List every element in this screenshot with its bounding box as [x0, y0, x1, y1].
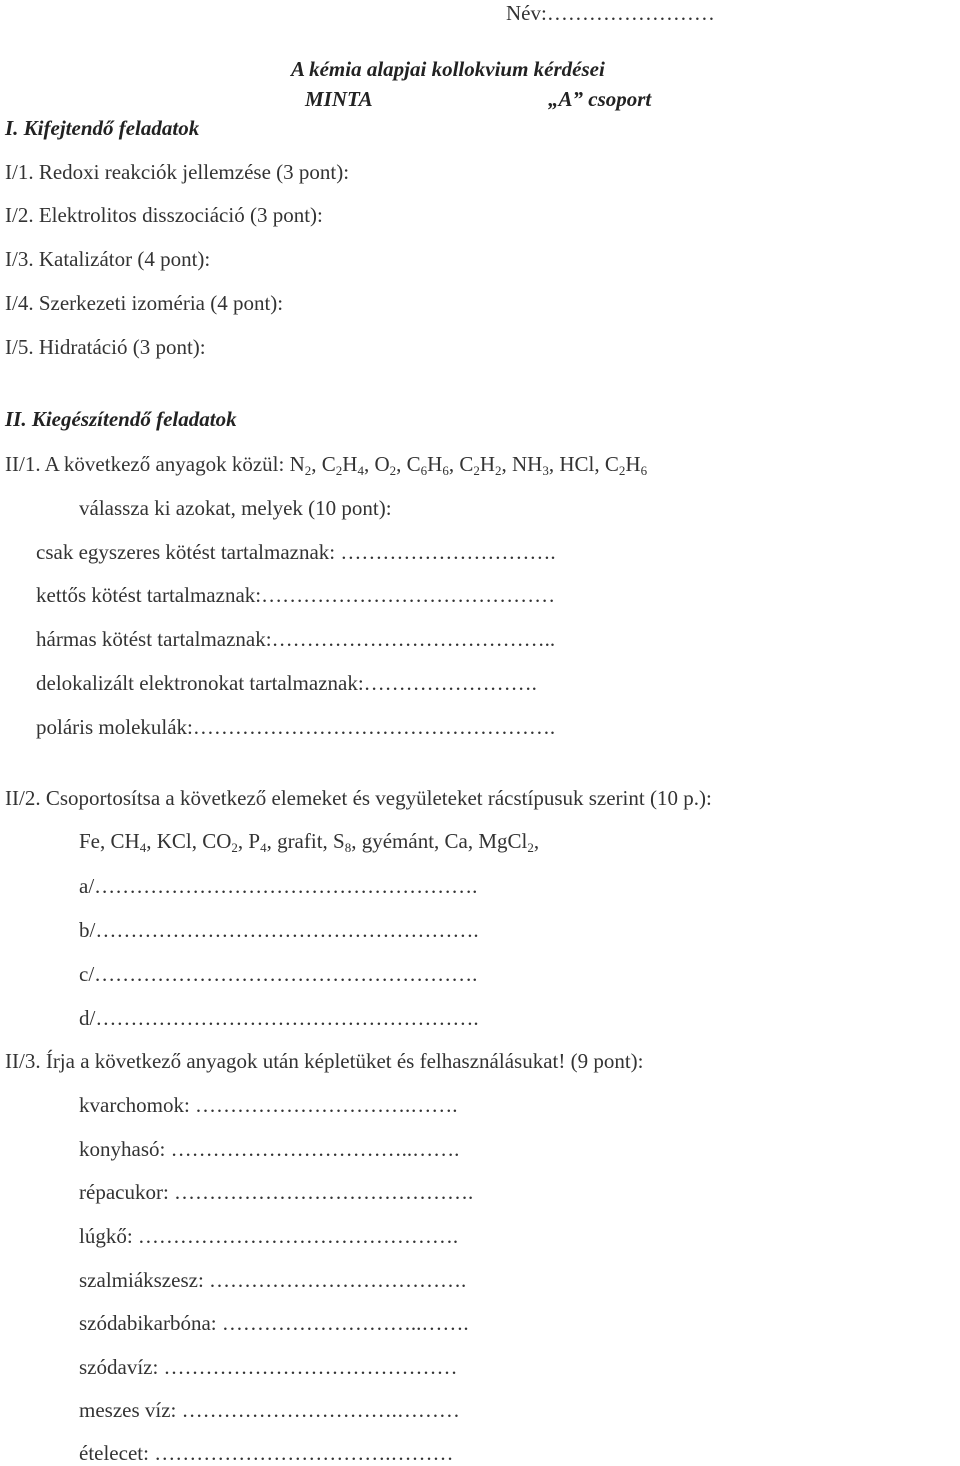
question-ii2-list	[79, 828, 539, 854]
formula: $N_2$	[289, 452, 312, 478]
list-sub: 2	[527, 840, 534, 855]
question-i4: I/4. Szerkezeti izoméria (4 pont):	[5, 291, 284, 315]
formula: HCl	[559, 452, 595, 476]
list-sub: 8	[344, 840, 352, 855]
list-part: Fe, CH	[79, 829, 140, 853]
question-i3: I/3. Katalizátor (4 pont):	[5, 247, 211, 271]
question-ii3-intro: II/3. Írja a következő anyagok után képletüket és felhasználásukat! (9 pont):	[5, 1049, 644, 1073]
list-part: ,	[533, 829, 540, 853]
answer-line-polar: poláris molekulák:…………………………………………….	[36, 715, 556, 739]
question-ii1-intro	[5, 451, 647, 477]
group-label: „A” csoport	[548, 87, 652, 111]
answer-line-single-bond: csak egyszeres kötést tartalmaznak: ………………………….	[36, 540, 556, 564]
answer-lugko: lúgkő: ……………………………………….	[79, 1224, 459, 1248]
list-part: , P	[237, 829, 261, 853]
question-i2: I/2. Elektrolitos disszociáció (3 pont):	[5, 203, 323, 227]
answer-etelecet: ételecet: …………………………….………	[79, 1441, 454, 1465]
answer-line-d: d/……………………………………………….	[79, 1006, 479, 1030]
answer-konyhaso: konyhasó: ……………………………..…….	[79, 1137, 460, 1161]
answer-szodaviz: szódavíz: ……………………………………	[79, 1355, 458, 1379]
question-ii1-line2: válassza ki azokat, melyek (10 pont):	[79, 496, 392, 520]
question-ii2-intro: II/2. Csoportosítsa a következő elemeket és vegyületeket rácstípusuk szerint (10 p.):	[5, 786, 712, 810]
section2-heading: II. Kiegészítendő feladatok	[5, 407, 237, 431]
formula: $NH_3$	[512, 452, 549, 478]
question-ii1-text: II/1. A következő anyagok közül:	[5, 452, 290, 476]
answer-line-delocalized: delokalizált elektronokat tartalmaznak:…………………….	[36, 671, 537, 695]
answer-szalmiakszesz: szalmiákszesz: ……………………………….	[79, 1268, 467, 1292]
answer-kvarchomok: kvarchomok: ………………………….…….	[79, 1093, 458, 1117]
answer-line-double-bond: kettős kötést tartalmaznak:……………………………………	[36, 583, 556, 607]
answer-line-c: c/……………………………………………….	[79, 962, 478, 986]
answer-line-triple-bond: hármas kötést tartalmaznak:…………………………………..	[36, 627, 556, 651]
answer-line-a: a/……………………………………………….	[79, 874, 478, 898]
answer-meszes-viz: meszes víz: ………………………….………	[79, 1398, 460, 1422]
formula: $O_2$	[374, 452, 397, 478]
list-sub: 2	[231, 840, 238, 855]
formula-list: $N_2$, $C_2H_4$, $O_2$, $C_6H_6$, $C_2H_2$, $NH_3$, HCl, $C_2H_6$	[289, 452, 648, 478]
formula: $C_2H_2$	[459, 452, 502, 478]
list-sub: 4	[260, 840, 267, 855]
answer-line-b: b/……………………………………………….	[79, 918, 479, 942]
list-part: , KCl, CO	[146, 829, 232, 853]
name-field: Név:……………………	[506, 1, 715, 25]
list-part: , grafit, S	[266, 829, 345, 853]
question-i1: I/1. Redoxi reakciók jellemzése (3 pont):	[5, 160, 350, 184]
formula: $C_6H_6$	[406, 452, 449, 478]
section1-heading: I. Kifejtendő feladatok	[5, 116, 200, 140]
minta-label: MINTA	[305, 87, 373, 111]
answer-repacukor: répacukor: …………………………………….	[79, 1180, 474, 1204]
list-sub: 4	[139, 840, 147, 855]
formula: $C_2H_6$	[604, 452, 648, 478]
answer-szodabikarbona: szódabikarbóna: ………………………..…….	[79, 1311, 469, 1335]
list-part: , gyémánt, Ca, MgCl	[351, 829, 528, 853]
question-i5: I/5. Hidratáció (3 pont):	[5, 335, 206, 359]
page-title: A kémia alapjai kollokvium kérdései	[291, 57, 605, 81]
formula: $C_2H_4$	[321, 452, 364, 478]
